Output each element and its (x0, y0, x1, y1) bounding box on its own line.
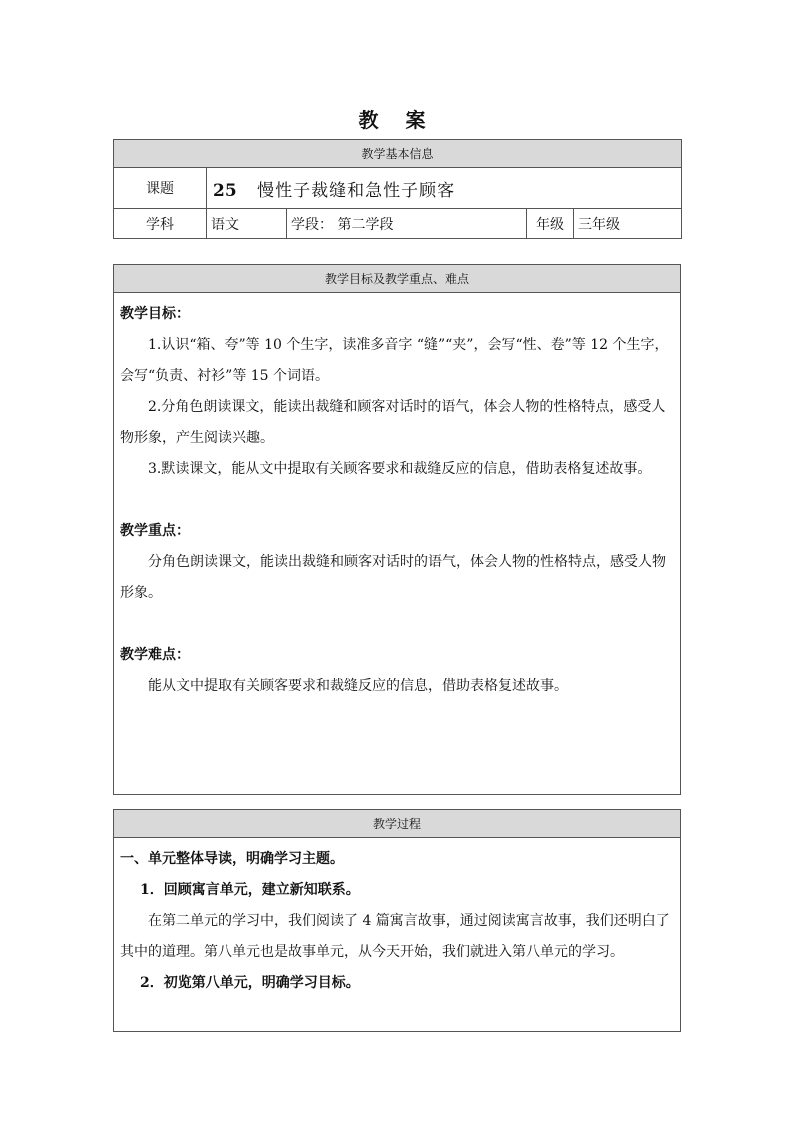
step-2-heading: 2．初览第八单元，明确学习目标。 (140, 975, 360, 991)
difficulty-heading: 教学难点： (120, 647, 190, 663)
topic-label: 课题 (114, 168, 207, 209)
topic-title: 慢性子裁缝和急性子顾客 (257, 180, 456, 201)
goals-heading: 教学目标： (120, 306, 190, 322)
process-header: 教学过程 (114, 810, 681, 838)
basic-info-table (113, 139, 682, 239)
objectives-body (114, 293, 681, 795)
grade-label: 年级 (527, 209, 574, 239)
process-body (114, 838, 681, 1032)
objectives-table (113, 264, 681, 795)
stage-text: 学段： 第二学段 (287, 209, 527, 239)
section-1-heading: 一、单元整体导读，明确学习主题。 (120, 851, 344, 867)
subject-label: 学科 (114, 209, 207, 239)
topic-number: 25 (213, 180, 237, 201)
key-points-text: 分角色朗读课文，能读出裁缝和顾客对话时的语气，体会人物的性格特点，感受人物形象。 (120, 554, 666, 601)
step-1-text: 在第二单元的学习中，我们阅读了 4 篇寓言故事，通过阅读寓言故事，我们还明白了其中的道理。第八单元也是故事单元，从今天开始，我们就进入第八单元的学习。 (120, 913, 670, 960)
grade-value: 三年级 (574, 209, 682, 239)
goal-1: 1.认识“箱、夸”等 10 个生字，读准多音字 “缝”“夹”，会写“性、卷”等 12 个生字，会写“负责、衬衫”等 15 个词语。 (120, 337, 669, 384)
topic-cell (207, 168, 682, 209)
key-points-heading: 教学重点： (120, 523, 190, 539)
goal-3: 3.默读课文，能从文中提取有关顾客要求和裁缝反应的信息，借助表格复述故事。 (148, 461, 652, 477)
document-title: 教 案 (358, 108, 436, 132)
difficulty-text: 能从文中提取有关顾客要求和裁缝反应的信息，借助表格复述故事。 (148, 678, 568, 694)
process-table (113, 809, 681, 1032)
goal-2: 2.分角色朗读课文，能读出裁缝和顾客对话时的语气，体会人物的性格特点，感受人物形象，产生阅读兴趣。 (120, 399, 666, 446)
subject-value: 语文 (207, 209, 287, 239)
basic-info-header: 教学基本信息 (114, 140, 682, 168)
objectives-header: 教学目标及教学重点、难点 (114, 265, 681, 293)
step-1-heading: 1．回顾寓言单元，建立新知联系。 (140, 882, 360, 898)
